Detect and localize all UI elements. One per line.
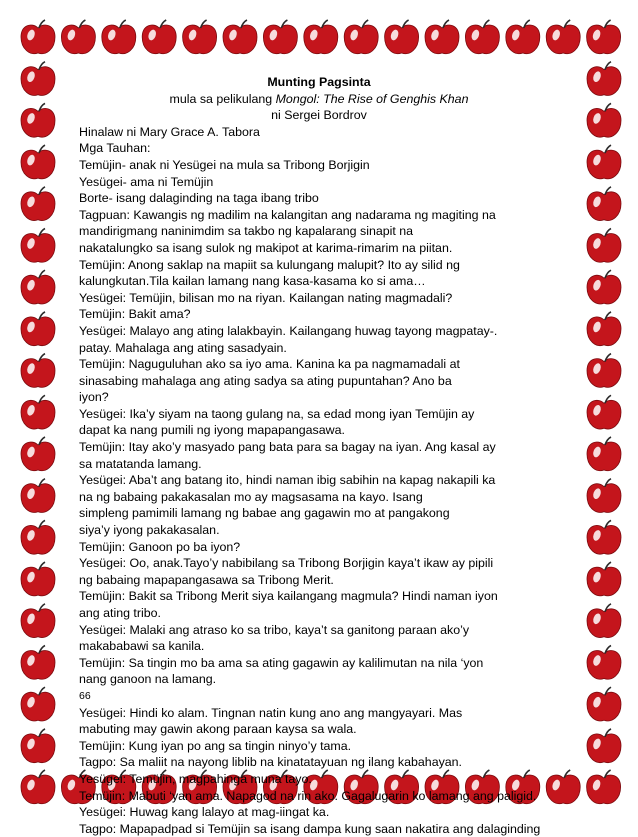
apple-icon: [465, 20, 499, 54]
text-line: Temüjin: Mabuti ‘yan ama. Napagod na rin ako. Gagalugarin ko lamang ang paligid.: [79, 788, 537, 803]
text-line: sa matatanda lamang.: [79, 456, 202, 471]
apple-icon: [21, 270, 55, 304]
apple-icon: [21, 354, 55, 388]
apple-icon: [587, 312, 621, 346]
apple-icon: [21, 520, 55, 554]
apple-icon: [587, 270, 621, 304]
text-line: Temüjin- anak ni Yesügei na mula sa Tribong Borjigin: [79, 157, 370, 172]
text-line: nang ganoon na lamang.: [79, 672, 217, 687]
apple-icon: [61, 20, 95, 54]
apple-icon: [587, 770, 621, 804]
apple-icon: [21, 729, 55, 763]
subtitle-prefix: mula sa pelikulang: [169, 91, 276, 106]
text-line: Yesügei: Aba’t ang batang ito, hindi naman ibig sabihin na kapag nakapili ka: [79, 473, 496, 488]
apple-icon: [21, 604, 55, 638]
apple-icon: [21, 562, 55, 596]
text-line: Yesügei: Hindi ko alam. Tingnan natin kung ano ang mangyayari. Mas: [79, 705, 463, 720]
apple-icon: [587, 354, 621, 388]
apple-icon: [587, 479, 621, 513]
text-line: Temüjin: Itay ako’y masyado pang bata para sa bagay na iyan. Ang kasal ay: [79, 440, 496, 455]
apple-icon: [587, 687, 621, 721]
apple-icon: [21, 229, 55, 263]
apple-icon: [102, 20, 136, 54]
text-line: dapat ka nang pumili ng iyong mapapangasawa.: [79, 423, 345, 438]
text-line: na ng babaing pakakasalan mo ay magsasama na kayo. Isang: [79, 489, 423, 504]
text-line: Yesügei: Temüjin, magpahinga muna tayo.: [79, 771, 312, 786]
text-line: Tagpuan: Kawangis ng madilim na kalangitan ang nadarama ng magiting na: [79, 207, 496, 222]
text-line: siya’y iyong pakakasalan.: [79, 523, 220, 538]
apple-icon: [587, 395, 621, 429]
apple-icon: [506, 20, 540, 54]
apple-icon: [21, 479, 55, 513]
document-title: Munting Pagsinta: [267, 75, 371, 89]
text-line: Yesügei: Oo, anak.Tayo’y nabibilang sa Tribong Borjigin kaya’t ikaw ay pipili: [79, 556, 494, 571]
text-line: Yesügei: Malaki ang atraso ko sa tribo, kaya’t sa ganitong paraan ako’y: [79, 622, 470, 637]
apple-icon: [21, 646, 55, 680]
text-line: Temüjin: Bakit sa Tribong Merit siya kailangang magmula? Hindi naman iyon: [79, 589, 498, 604]
apple-icon: [21, 20, 55, 54]
apple-icon: [21, 437, 55, 471]
text-line: Yesügei: Malayo ang ating lalakbayin. Kailangang huwag tayong magpatay-.: [79, 323, 498, 338]
apple-icon: [587, 604, 621, 638]
apple-icon: [587, 20, 621, 54]
apple-icon: [263, 20, 297, 54]
text-line: Temüjin: Naguguluhan ako sa iyo ama. Kanina ka pa nagmamadali at: [79, 357, 460, 372]
page-number: 66: [79, 689, 91, 702]
apple-icon: [21, 687, 55, 721]
text-line: Temüjin: Ganoon po ba iyon?: [79, 539, 241, 554]
apple-icon: [587, 729, 621, 763]
text-line: Temüjin: Bakit ama?: [79, 307, 191, 322]
text-line: makababawi sa kanila.: [79, 639, 205, 654]
apple-icon: [587, 562, 621, 596]
apple-icon: [587, 187, 621, 221]
apple-icon: [21, 103, 55, 137]
apple-icon: [587, 145, 621, 179]
text-line: Borte- isang dalaginding na taga ibang tribo: [79, 191, 319, 206]
text-line: Tagpo: Sa maliit na nayong liblib na kinatatayuan ng ilang kabahayan.: [79, 755, 463, 770]
apple-icon: [21, 62, 55, 96]
apple-icon: [223, 20, 257, 54]
text-line: kalungkutan.Tila kailan lamang nang kasa-kasama ko si ama…: [79, 274, 426, 289]
text-line: Temüjin: Kung iyan po ang sa tingin ninyo’y tama.: [79, 738, 352, 753]
apple-icon: [425, 20, 459, 54]
text-line: Yesügei: Ika’y siyam na taong gulang na, sa edad mong iyan Temüjin ay: [79, 406, 475, 421]
apple-icon: [21, 770, 55, 804]
text-line: Yesügei: Huwag kang lalayo at mag-iingat ka.: [79, 805, 330, 820]
text-line: Temüjin: Sa tingin mo ba ama sa ating gagawin ay kalilimutan na nila ‘yon: [79, 655, 484, 670]
apple-icon: [304, 20, 338, 54]
text-line: ng babaing mapapangasawa sa Tribong Merit.: [79, 572, 334, 587]
apple-icon: [587, 103, 621, 137]
apple-icon: [142, 20, 176, 54]
apple-icon: [587, 62, 621, 96]
text-line: patay. Mahalaga ang ating sasadyain.: [79, 340, 287, 355]
text-line: Mga Tauhan:: [79, 141, 151, 156]
text-line: nakatalungko sa isang sulok ng makipot at karima-rimarim na piitan.: [79, 240, 453, 255]
apple-icon: [385, 20, 419, 54]
text-line: Temüjin: Anong saklap na mapiit sa kulungang malupit? Ito ay silid ng: [79, 257, 460, 272]
adapter-line: Hinalaw ni Mary Grace A. Tabora: [79, 124, 260, 139]
document-body: [79, 74, 559, 837]
text-line: Yesügei: Temüjin, bilisan mo na riyan. Kailangan nating magmadali?: [79, 290, 453, 305]
apple-icon: [344, 20, 378, 54]
text-line: sinasabing mahalaga ang ating sadya sa ating pupuntahan? Ano ba: [79, 373, 452, 388]
text-line: mandirigmang naninimdim sa takbo ng kapalarang sinapit na: [79, 224, 414, 239]
apple-icon: [587, 520, 621, 554]
script-text: [79, 140, 559, 837]
apple-icon: [183, 20, 217, 54]
apple-icon: [587, 646, 621, 680]
apple-icon: [21, 145, 55, 179]
text-line: iyon?: [79, 390, 109, 405]
document-subtitle: [79, 91, 559, 108]
text-line: Tagpo: Mapapadpad si Temüjin sa isang dampa kung saan nakatira ang dalaginding: [79, 821, 541, 836]
text-line: ang ating tribo.: [79, 606, 161, 620]
apple-icon: [21, 312, 55, 346]
apple-icon: [587, 437, 621, 471]
film-title: Mongol: The Rise of Genghis Khan: [275, 91, 469, 106]
text-line: simpleng pamimili lamang ng babae ang gagawin mo at pangakong: [79, 506, 450, 521]
author-line: ni Sergei Bordrov: [271, 108, 367, 123]
apple-icon: [587, 229, 621, 263]
apple-icon: [546, 20, 580, 54]
text-line: mabuting may gawin akong paraan kaysa sa wala.: [79, 722, 357, 737]
text-line: Yesügei- ama ni Temüjin: [79, 174, 214, 189]
apple-icon: [21, 187, 55, 221]
apple-icon: [21, 395, 55, 429]
